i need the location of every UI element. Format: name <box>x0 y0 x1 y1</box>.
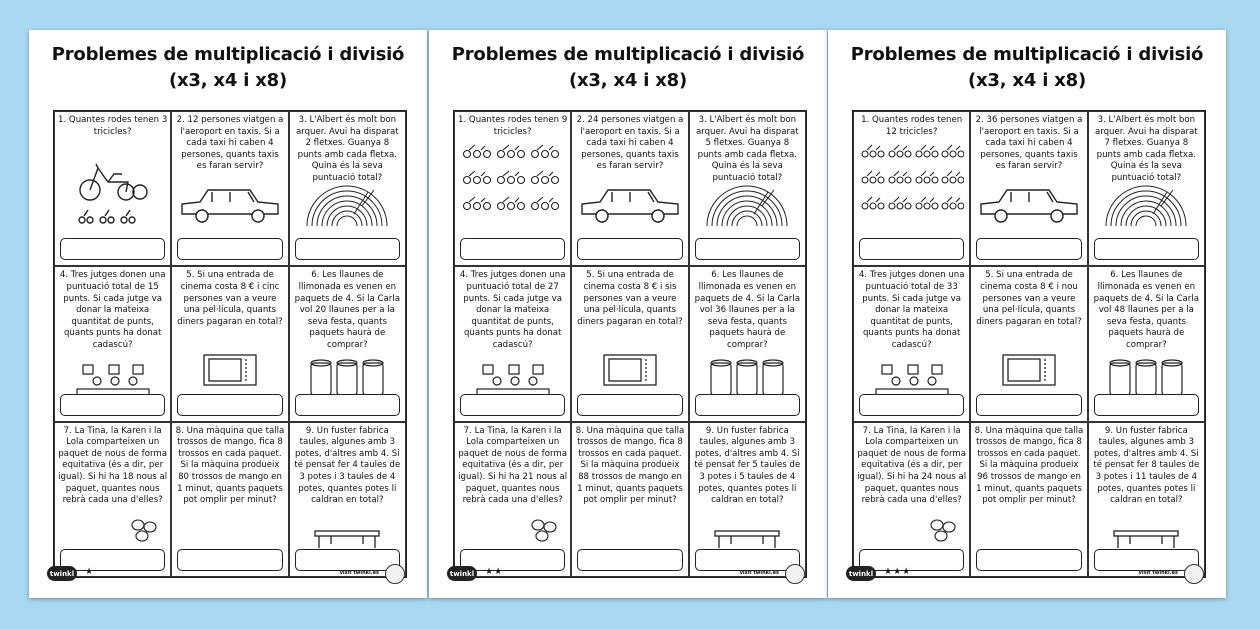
problem-cell-8 <box>171 422 288 577</box>
twinkl-logo: twinkl <box>846 566 876 581</box>
worksheet-footer <box>47 564 409 584</box>
problem-cell-4 <box>54 266 171 421</box>
nuts-icon <box>455 517 570 543</box>
nuts-icon <box>854 517 969 543</box>
problem-cell-8 <box>970 422 1087 577</box>
problem-cell-9 <box>1088 422 1205 577</box>
table-icon <box>690 529 805 549</box>
worksheet-title: Problemes de multiplicació i divisió (x3, x4 i x8) <box>850 44 1204 91</box>
problem-grid <box>453 110 807 578</box>
lemonade-cans-icon <box>1089 357 1204 397</box>
worksheet-footer <box>846 564 1208 584</box>
problem-cell-1 <box>853 111 970 266</box>
problem-cell-7 <box>454 422 571 577</box>
problem-cell-5 <box>171 266 288 421</box>
archery-target-icon <box>690 184 805 228</box>
problem-text: 1. Quantes rodes tenen 3 tricicles? <box>58 115 168 137</box>
problem-text: 7. La Tina, la Karen i la Lola comparteixen un paquet de nous de forma equitativa (és a dir, per igual). Si hi ha 18 nous al paquet, quantes nous rebrà cada una d'elles? <box>58 425 168 506</box>
twinkl-logo: twinkl <box>47 566 77 581</box>
taxi-icon <box>172 182 287 228</box>
taxi-icon <box>572 182 687 228</box>
worksheet-footer <box>447 564 809 584</box>
answer-box[interactable] <box>460 238 565 260</box>
cinema-ticket-icon <box>172 351 287 389</box>
answer-box[interactable] <box>295 238 400 260</box>
taxi-icon <box>971 182 1086 228</box>
answer-box[interactable] <box>1094 394 1199 416</box>
answer-box[interactable] <box>295 394 400 416</box>
answer-box[interactable] <box>976 394 1081 416</box>
visit-link: visit twinkl.es <box>339 570 379 576</box>
problem-text: 5. Si una entrada de cinema costa 8 € i nou persones van a veure una pel·lícula, quants diners pagaran en total? <box>976 270 1082 327</box>
problem-text: 1. Quantes rodes tenen 9 tricicles? <box>458 115 568 137</box>
answer-box[interactable] <box>177 394 282 416</box>
problem-text: 3. L'Albert és molt bon arquer. Avui ha disparat 7 fletxes. Guanya 8 punts amb cada fletxa. Quina és la seva puntuació total? <box>1094 115 1198 183</box>
problem-cell-7 <box>853 422 970 577</box>
answer-box[interactable] <box>460 394 565 416</box>
quality-badge-icon <box>1184 564 1204 584</box>
visit-link: visit twinkl.es <box>739 570 779 576</box>
answer-box[interactable] <box>1094 238 1199 260</box>
nuts-icon <box>55 517 170 543</box>
answer-box[interactable] <box>577 238 682 260</box>
answer-box[interactable] <box>859 394 964 416</box>
answer-box[interactable] <box>976 238 1081 260</box>
problem-cell-2 <box>571 111 688 266</box>
lemonade-cans-icon <box>690 357 805 397</box>
problem-cell-3 <box>289 111 406 266</box>
problem-cell-6 <box>289 266 406 421</box>
table-icon <box>1089 529 1204 549</box>
problem-text: 9. Un fuster fabrica taules, algunes amb 3 potes, d'altres amb 4. Si té pensat fer 8 taules de 3 potes i 11 taules de 4 potes, quantes potes li caldran en total? <box>1093 425 1200 506</box>
problem-text: 2. 24 persones viatgen a l'aeroport en taxis. Si a cada taxi hi caben 4 persones, quants taxis es faran servir? <box>576 115 684 172</box>
table-icon <box>290 529 405 549</box>
problem-text: 5. Si una entrada de cinema costa 8 € i cinc persones van a veure una pel·lícula, quants diners pagaran en total? <box>177 270 283 327</box>
answer-box[interactable] <box>177 238 282 260</box>
problem-cell-1 <box>454 111 571 266</box>
problem-cell-4 <box>454 266 571 421</box>
problem-text: 4. Tres jutges donen una puntuació total de 27 punts. Si cada jutge va donar la mateixa quantitat de punts, quants punts ha donat cadascú? <box>459 270 566 350</box>
answer-box[interactable] <box>859 238 964 260</box>
answer-box[interactable] <box>695 394 800 416</box>
problem-cell-9 <box>289 422 406 577</box>
answer-box[interactable] <box>60 238 165 260</box>
problem-text: 1. Quantes rodes tenen 12 tricicles? <box>861 115 963 137</box>
problem-text: 4. Tres jutges donen una puntuació total de 15 punts. Si cada jutge va donar la mateixa quantitat de punts, quants punts ha donat cadascú? <box>59 270 166 350</box>
worksheet-title: Problemes de multiplicació i divisió (x3, x4 i x8) <box>51 44 405 91</box>
difficulty-stars: ★ <box>85 567 95 577</box>
answer-box[interactable] <box>60 394 165 416</box>
worksheet-3 <box>828 30 1226 598</box>
tricycle-icon <box>55 160 170 228</box>
lemonade-cans-icon <box>290 357 405 397</box>
quality-badge-icon <box>385 564 405 584</box>
quality-badge-icon <box>785 564 805 584</box>
difficulty-stars: ★★★ <box>884 567 912 577</box>
problem-cell-2 <box>171 111 288 266</box>
problem-cell-9 <box>689 422 806 577</box>
cinema-ticket-icon <box>572 351 687 389</box>
tricycle-icon <box>854 142 969 222</box>
answer-box[interactable] <box>577 394 682 416</box>
problem-text: 9. Un fuster fabrica taules, algunes amb 3 potes, d'altres amb 4. Si té pensat fer 5 taules de 3 potes i 5 taules de 4 potes, quantes potes li caldran en total? <box>694 425 801 506</box>
problem-grid <box>53 110 407 578</box>
visit-link: visit twinkl.es <box>1138 570 1178 576</box>
problem-cell-4 <box>853 266 970 421</box>
problem-cell-3 <box>1088 111 1205 266</box>
difficulty-stars: ★★ <box>485 567 504 577</box>
twinkl-logo: twinkl <box>447 566 477 581</box>
problem-text: 2. 12 persones viatgen a l'aeroport en taxis. Si a cada taxi hi caben 4 persones, quants taxis es faran servir? <box>176 115 284 172</box>
problem-text: 3. L'Albert és molt bon arquer. Avui ha disparat 5 fletxes. Guanya 8 punts amb cada fletxa. Quina és la seva puntuació total? <box>695 115 799 183</box>
problem-grid <box>852 110 1206 578</box>
problem-text: 5. Si una entrada de cinema costa 8 € i sis persones van a veure una pel·lícula, quants diners pagaran en total? <box>577 270 683 327</box>
problem-cell-1 <box>54 111 171 266</box>
problem-cell-7 <box>54 422 171 577</box>
problem-text: 8. Una màquina que talla trossos de mango, fica 8 trossos en cada paquet. Si la màquina produeix 88 trossos de mango en 1 minut, quants paquets pot omplir per minut? <box>575 425 685 506</box>
answer-box[interactable] <box>695 238 800 260</box>
problem-text: 7. La Tina, la Karen i la Lola comparteixen un paquet de nous de forma equitativa (és a dir, per igual). Si hi ha 24 nous al paquet, quantes nous rebrà cada una d'elles? <box>857 425 967 506</box>
problem-text: 6. Les llaunes de llimonada es venen en paquets de 4. Si la Carla vol 36 llaunes per a la seva festa, quants paquets haurà de comprar? <box>694 270 800 350</box>
tricycle-icon <box>455 142 570 222</box>
archery-target-icon <box>1089 184 1204 228</box>
problem-cell-6 <box>689 266 806 421</box>
problem-text: 9. Un fuster fabrica taules, algunes amb 3 potes, d'altres amb 4. Si té pensat fer 4 taules de 3 potes i 3 taules de 4 potes, quantes potes li caldran en total? <box>294 425 401 506</box>
problem-cell-3 <box>689 111 806 266</box>
problem-text: 2. 36 persones viatgen a l'aeroport en taxis. Si a cada taxi hi caben 4 persones, quants taxis es faran servir? <box>975 115 1083 172</box>
problem-cell-8 <box>571 422 688 577</box>
problem-cell-6 <box>1088 266 1205 421</box>
worksheet-1 <box>29 30 427 598</box>
worksheet-title: Problemes de multiplicació i divisió (x3, x4 i x8) <box>451 44 805 91</box>
problem-text: 7. La Tina, la Karen i la Lola comparteixen un paquet de nous de forma equitativa (és a dir, per igual). Si hi ha 21 nous al paquet, quantes nous rebrà cada una d'elles? <box>458 425 568 506</box>
problem-text: 6. Les llaunes de llimonada es venen en paquets de 4. Si la Carla vol 20 llaunes per a la seva festa, quants paquets haurà de comprar? <box>294 270 400 350</box>
problem-cell-5 <box>970 266 1087 421</box>
worksheet-2 <box>429 30 827 598</box>
archery-target-icon <box>290 184 405 228</box>
problem-text: 8. Una màquina que talla trossos de mango, fica 8 trossos en cada paquet. Si la màquina produeix 96 trossos de mango en 1 minut, quants paquets pot omplir per minut? <box>974 425 1084 506</box>
cinema-ticket-icon <box>971 351 1086 389</box>
problem-text: 4. Tres jutges donen una puntuació total de 33 punts. Si cada jutge va donar la mateixa quantitat de punts, quants punts ha donat cadascú? <box>858 270 965 350</box>
problem-text: 3. L'Albert és molt bon arquer. Avui ha disparat 2 fletxes. Guanya 8 punts amb cada fletxa. Quina és la seva puntuació total? <box>295 115 399 183</box>
problem-text: 8. Una màquina que talla trossos de mango, fica 8 trossos en cada paquet. Si la màquina produeix 80 trossos de mango en 1 minut, quants paquets pot omplir per minut? <box>175 425 285 506</box>
problem-text: 6. Les llaunes de llimonada es venen en paquets de 4. Si la Carla vol 48 llaunes per a la seva festa, quants paquets haurà de comprar? <box>1093 270 1199 350</box>
problem-cell-5 <box>571 266 688 421</box>
problem-cell-2 <box>970 111 1087 266</box>
